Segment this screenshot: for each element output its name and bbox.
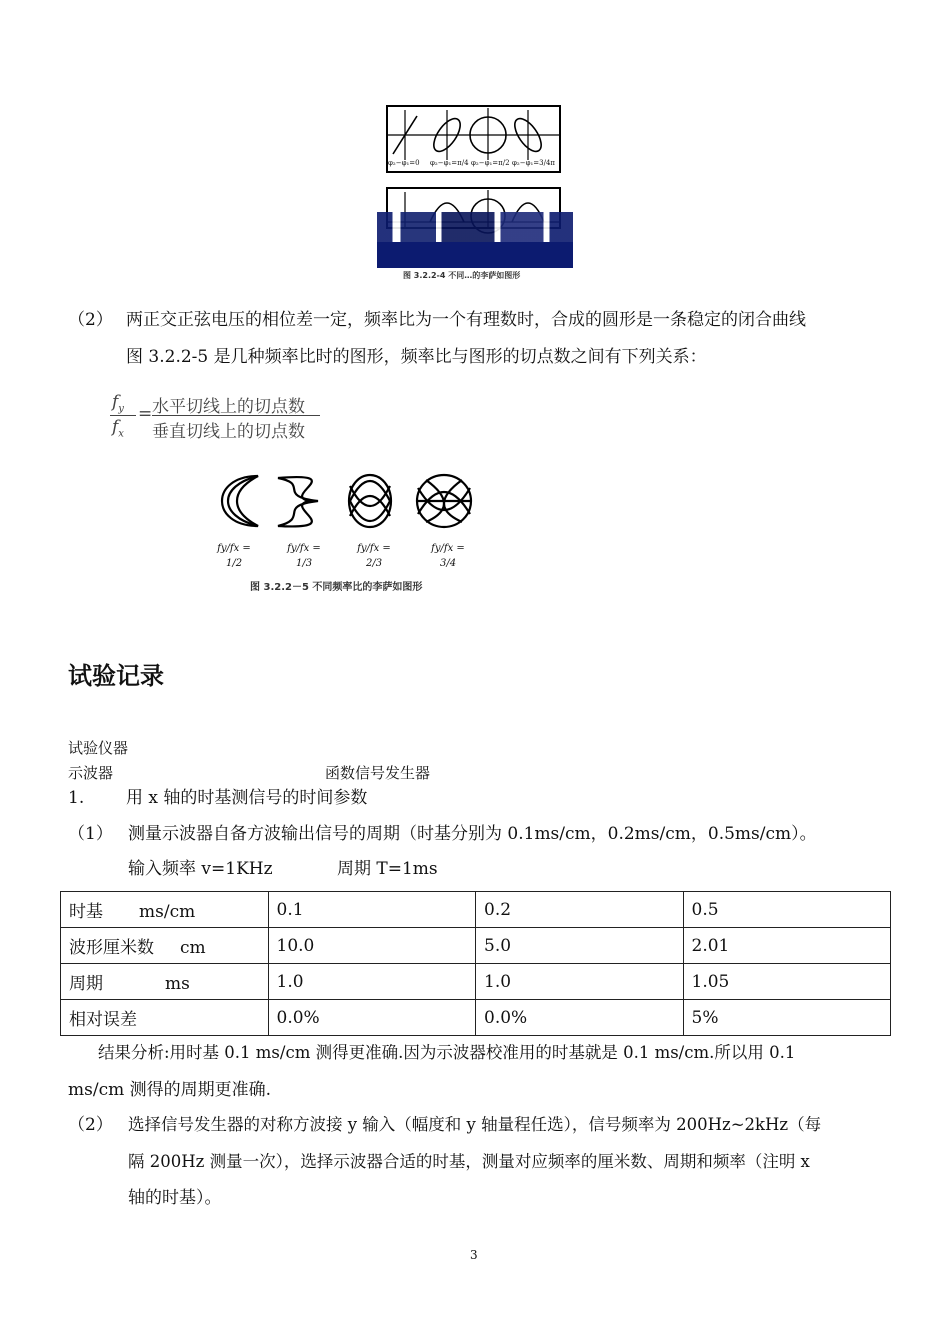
formula-f-y: f	[112, 392, 119, 412]
formula-rhs-bar	[152, 415, 320, 416]
phase-label-3: φ₂−φ₁=3/4π	[512, 159, 556, 167]
input-frequency: 输入频率 v=1KHz	[128, 859, 273, 879]
task1-2-line3: 轴的时基）。	[128, 1188, 222, 1208]
phase-label-0: φ₂−φ₁=0	[388, 159, 420, 167]
figure-phase-lissajous	[385, 104, 562, 280]
ratio-2-3	[354, 540, 394, 570]
formula-denominator-text: 垂直切线上的切点数	[152, 422, 305, 442]
instrument-function-generator: 函数信号发生器	[325, 764, 431, 782]
formula-equals: =	[138, 404, 153, 424]
measurement-table	[60, 891, 891, 1036]
para2-line1: 两正交正弦电压的相位差一定，频率比为一个有理数时，合成的圆形是一条稳定的闭合曲线	[126, 310, 806, 330]
task1-2-line2: 隔 200Hz 测量一次），选择示波器合适的时基，测量对应频率的厘米数、周期和频率（注明 x	[128, 1152, 810, 1171]
ratio-formula	[108, 392, 328, 442]
ratio-1-2	[214, 540, 254, 570]
task1-2-marker: （2）	[68, 1115, 113, 1135]
analysis-line2: ms/cm 测得的周期更准确.	[68, 1080, 272, 1100]
task1-number: 1.	[68, 788, 85, 808]
table-cell: 5%	[683, 1000, 891, 1036]
table-cell: 1.05	[683, 964, 891, 1000]
formula-lhs-numerator	[112, 392, 124, 414]
ratio-1-3	[284, 540, 324, 570]
phase-label-2: φ₂−φ₁=π/2	[471, 159, 510, 167]
task1-1-text: 测量示波器自备方波输出信号的周期（时基分别为 0.1ms/cm，0.2ms/cm，0.5ms/cm）。	[128, 824, 817, 844]
table-row	[61, 964, 891, 1000]
analysis-line1: 结果分析:用时基 0.1 ms/cm 测得更准确.因为示波器校准用的时基就是 0.1 ms/cm.所以用 0.1	[98, 1043, 796, 1062]
formula-sub-y: y	[118, 403, 124, 415]
image-artifact-band	[377, 242, 573, 268]
table-row	[61, 928, 891, 964]
table-cell: 0.0%	[268, 1000, 476, 1036]
figure-frequency-lissajous	[200, 466, 490, 596]
table-cell: 0.1	[268, 892, 476, 928]
formula-lhs-denominator	[112, 417, 124, 439]
instruments-label: 试验仪器	[68, 739, 129, 757]
task1-text: 用 x 轴的时基测信号的时间参数	[126, 788, 368, 808]
table-cell: 0.0%	[476, 1000, 684, 1036]
instrument-oscilloscope: 示波器	[68, 764, 114, 782]
ratio-2-3-expr: fy/fx = 2/3	[357, 543, 391, 569]
row-header: 相对误差	[61, 1000, 269, 1036]
table-row	[61, 1000, 891, 1036]
formula-sub-x: x	[118, 428, 124, 440]
row-header: 周期 ms	[61, 964, 269, 1000]
row-header: 时基 ms/cm	[61, 892, 269, 928]
formula-lhs-bar	[110, 415, 136, 416]
table-cell: 1.0	[476, 964, 684, 1000]
lissajous-curves	[200, 466, 490, 536]
ratio-1-2-expr: fy/fx = 1/2	[217, 543, 251, 569]
table-cell: 5.0	[476, 928, 684, 964]
ratio-1-3-expr: fy/fx = 1/3	[287, 543, 321, 569]
period-value: 周期 T=1ms	[337, 859, 438, 879]
row-header: 波形厘米数 cm	[61, 928, 269, 964]
figure2-caption: 图 3.2.2－5 不同频率比的李萨如图形	[250, 582, 423, 593]
phase-label-1: φ₂−φ₁=π/4	[430, 159, 469, 167]
para2-marker: （2）	[68, 310, 113, 330]
figure1-caption: 图 3.2.2-4 不同…的李萨如图形	[403, 271, 521, 280]
table-cell: 0.5	[683, 892, 891, 928]
table-cell: 1.0	[268, 964, 476, 1000]
task1-2-line1: 选择信号发生器的对称方波接 y 输入（幅度和 y 轴量程任选），信号频率为 200Hz~2kHz（每	[128, 1115, 822, 1134]
table-row	[61, 892, 891, 928]
formula-f-x: f	[112, 417, 119, 437]
ratio-3-4-expr: fy/fx = 3/4	[431, 543, 465, 569]
table-cell: 10.0	[268, 928, 476, 964]
table-cell: 2.01	[683, 928, 891, 964]
section-title: 试验记录	[68, 662, 164, 690]
image-artifact	[377, 212, 573, 242]
para2-line2: 图 3.2.2-5 是几种频率比时的图形，频率比与图形的切点数之间有下列关系：	[126, 347, 707, 367]
task1-1-marker: （1）	[68, 824, 113, 844]
table-cell: 0.2	[476, 892, 684, 928]
formula-numerator-text: 水平切线上的切点数	[152, 397, 305, 417]
page-number: 3	[470, 1248, 478, 1262]
ratio-3-4	[428, 540, 468, 570]
